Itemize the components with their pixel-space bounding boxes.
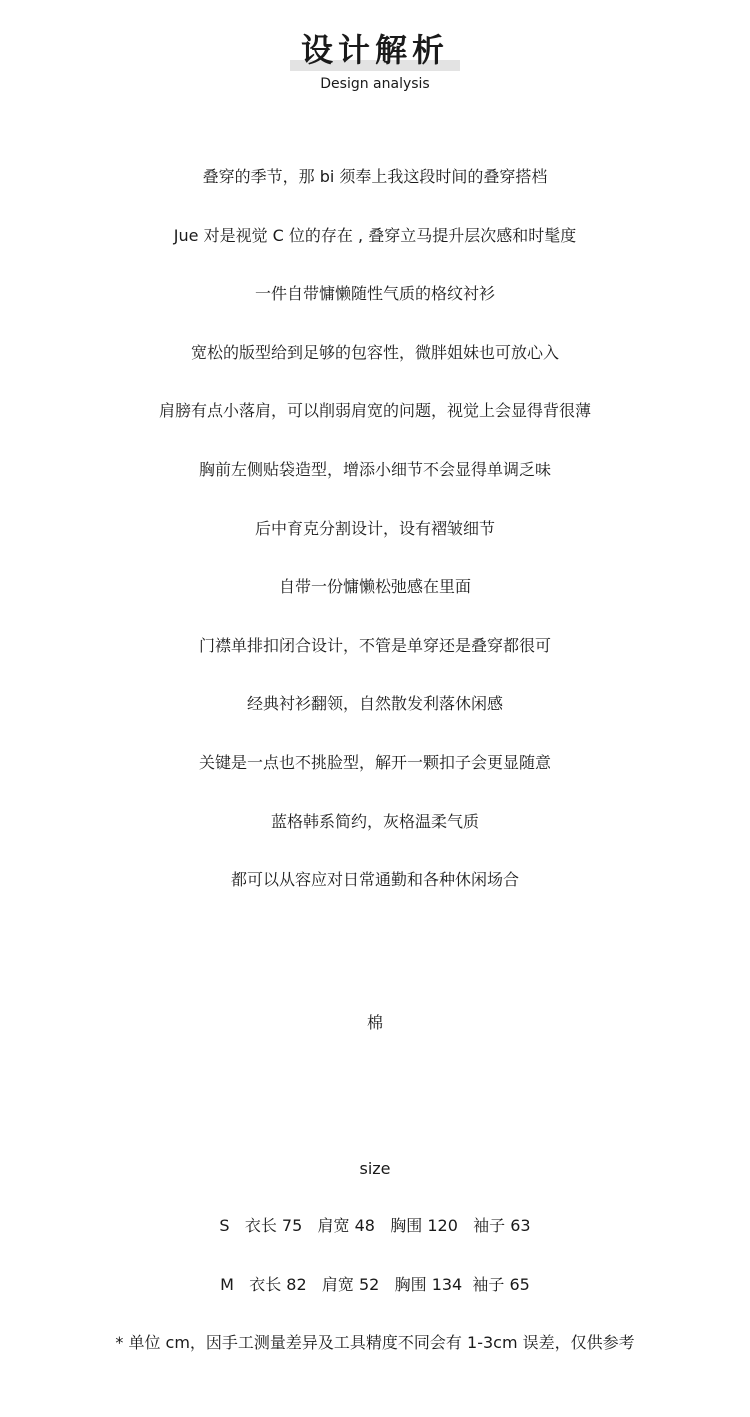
description-line: 叠穿的季节，那 bi 须奉上我这段时间的叠穿搭档 (202, 167, 548, 186)
description-line: 胸前左侧贴袋造型，增添小细节不会显得单调乏味 (198, 459, 551, 479)
section-title: 设计解析 (300, 31, 449, 69)
description-line: 肩膀有点小落肩，可以削弱肩宽的问题，视觉上会显得背很薄 (158, 401, 591, 421)
description-line: 蓝格韩系简约，灰格温柔气质 (270, 811, 479, 831)
description-line: 经典衬衫翻领，自然散发利落休闲感 (246, 694, 503, 714)
description-line: Jue 对是视觉 C 位的存在 , 叠穿立马提升层次感和时髦度 (173, 225, 577, 245)
section-subtitle: Design analysis (320, 76, 430, 92)
description-line: 一件自带慵懒随性气质的格纹衬衫 (254, 284, 495, 304)
measurement-note: * 单位 cm，因手工测量差异及工具精度不同会有 1-3cm 误差，仅供参考 (115, 1333, 635, 1352)
size-row-s: S 衣长 75 肩宽 48 胸围 120 袖子 63 (219, 1216, 531, 1235)
description-line: 后中育克分割设计，设有褶皱细节 (254, 518, 495, 538)
description-line: 门襟单排扣闭合设计，不管是单穿还是叠穿都很可 (198, 635, 551, 655)
description-line: 都可以从容应对日常通勤和各种休闲场合 (230, 870, 519, 890)
size-heading: size (359, 1159, 391, 1178)
description-line: 关键是一点也不挑脸型，解开一颗扣子会更显随意 (198, 752, 551, 772)
description-line: 自带一份慵懒松弛感在里面 (278, 577, 471, 597)
design-description-list (0, 165, 750, 927)
material-label: 棉 (366, 1013, 383, 1032)
size-row-m: M 衣长 82 肩宽 52 胸围 134 袖子 65 (220, 1275, 530, 1294)
section-header (0, 0, 750, 110)
description-line: 宽松的版型给到足够的包容性，微胖姐妹也可放心入 (190, 342, 559, 362)
